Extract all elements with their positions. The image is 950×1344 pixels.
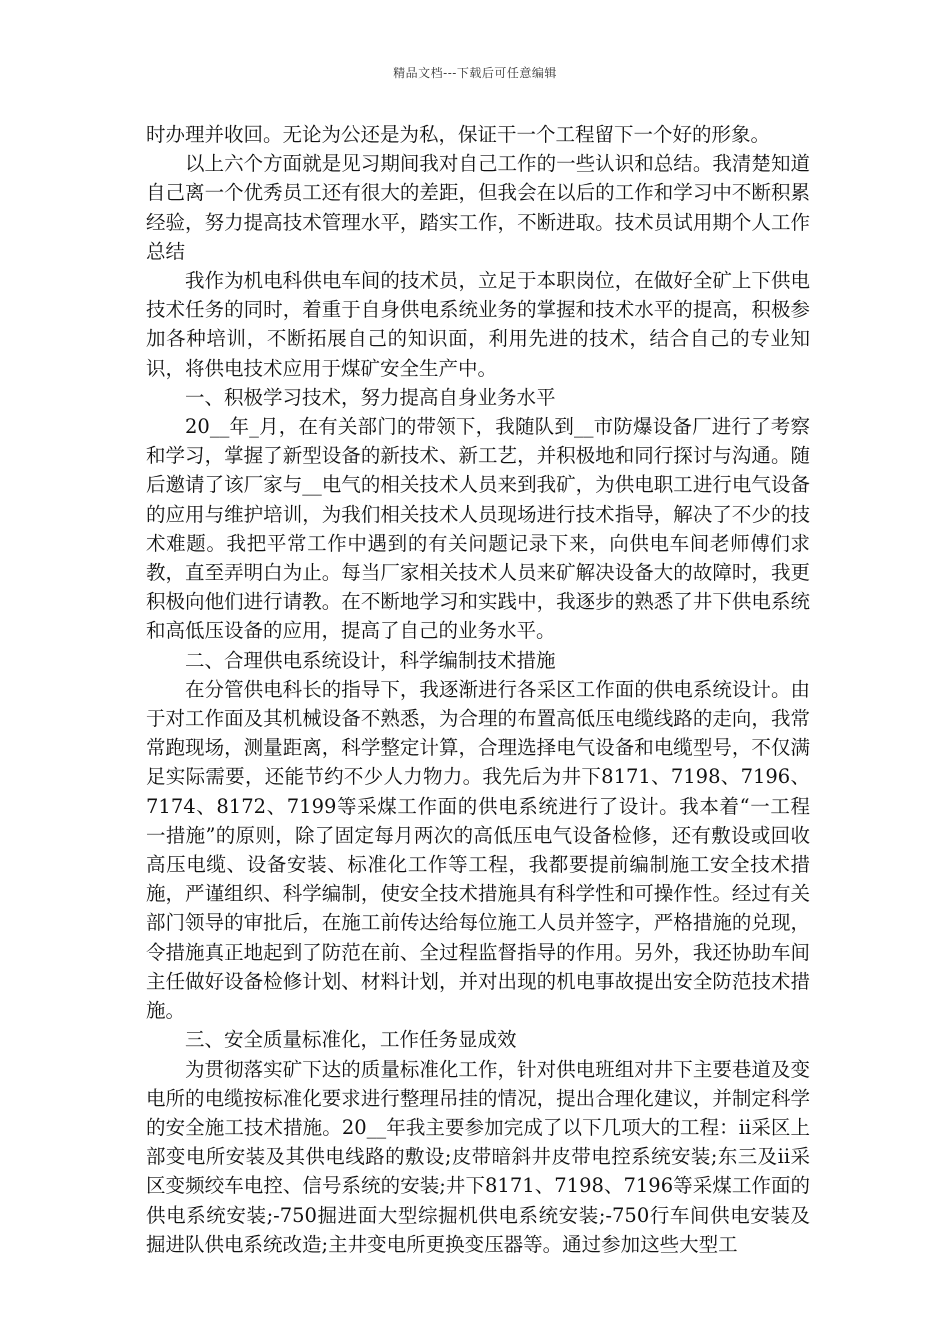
page-header: 精品文档---下载后可任意编辑: [393, 66, 557, 80]
section-heading-2: 二、合理供电系统设计，科学编制技术措施: [185, 648, 556, 672]
section-heading-3: 三、安全质量标准化，工作任务显成效: [185, 1028, 517, 1052]
paragraph-continuation: 时办理并收回。无论为公还是为私，保证干一个工程留下一个好的形象。: [146, 123, 771, 146]
paragraph-section-2: 在分管供电科长的指导下，我逐渐进行各采区工作面的供电系统设计。由于对工作面及其机械设备不熟悉，为合理的布置高低压电缆线路的走向，我常常跑现场，测量距离，科学整定计算，合理选择电气设备和电缆型号，不仅满足实际需要，还能节约不少人力物力。我先后为井下8171、7198、7196、7174、8172、7199等采煤工作面的供电系统进行了设计。我本着“一工程一措施”的原则，除了固定每月两次的高低压电气设备检修，还有敷设或回收高压电缆、设备安装、标准化工作等工程，我都要提前编制施工安全技术措施，严谨组织、科学编制，使安全技术措施具有科学性和可操作性。经过有关部门领导的审批后，在施工前传达给每位施工人员并签字，严格措施的兑现，令措施真正地起到了防范在前、全过程监督指导的作用。另外，我还协助车间主任做好设备检修计划、材料计划，并对出现的机电事故提出安全防范技术措施。: [146, 677, 810, 1023]
paragraph-section-1: 20__年_月，在有关部门的带领下，我随队到__市防爆设备厂进行了考察和学习，掌握了新型设备的新技术、新工艺，并积极地和同行探讨与沟通。随后邀请了该厂家与__电气的相关技术人员来到我矿，为供电职工进行电气设备的应用与维护培训，为我们相关技术人员现场进行技术指导，解决了不少的技术难题。我把平常工作中遇到的有关问题记录下来，向供电车间老师傅们求教，直至弄明白为止。每当厂家相关技术人员来矿解决设备大的故障时，我更积极向他们进行请教。在不断地学习和实践中，我逐步的熟悉了井下供电系统和高低压设备的应用，提高了自己的业务水平。: [146, 415, 810, 643]
paragraph-section-3: 为贯彻落实矿下达的质量标准化工作，针对供电班组对井下主要巷道及变电所的电缆按标准化要求进行整理吊挂的情况，提出合理化建议，并制定科学的安全施工技术措施。20__年我主要参加完成了以下几项大的工程：ii采区上部变电所安装及其供电线路的敷设;皮带暗斜井皮带电控系统安装;东三及ii采区变频绞车电控、信号系统的安装;井下8171、7198、7196等采煤工作面的供电系统安装;-750掘进面大型综掘机供电系统安装;-750行车间供电安装及掘进队供电系统改造;主井变电所更换变压器等。通过参加这些大型工: [146, 1057, 810, 1256]
section-heading-1: 一、积极学习技术，努力提高自身业务水平: [185, 385, 556, 409]
paragraph-intro: 我作为机电科供电车间的技术员，立足于本职岗位，在做好全矿上下供电技术任务的同时，着重于自身供电系统业务的掌握和技术水平的提高，积极参加各种培训，不断拓展自己的知识面，利用先进的技术，结合自己的专业知识，将供电技术应用于煤矿安全生产中。: [146, 269, 810, 380]
paragraph-summary: 以上六个方面就是见习期间我对自己工作的一些认识和总结。我清楚知道自己离一个优秀员工还有很大的差距，但我会在以后的工作和学习中不断积累经验，努力提高技术管理水平，踏实工作，不断进取。技术员试用期个人工作总结: [146, 152, 810, 263]
document-body: [146, 120, 810, 1259]
